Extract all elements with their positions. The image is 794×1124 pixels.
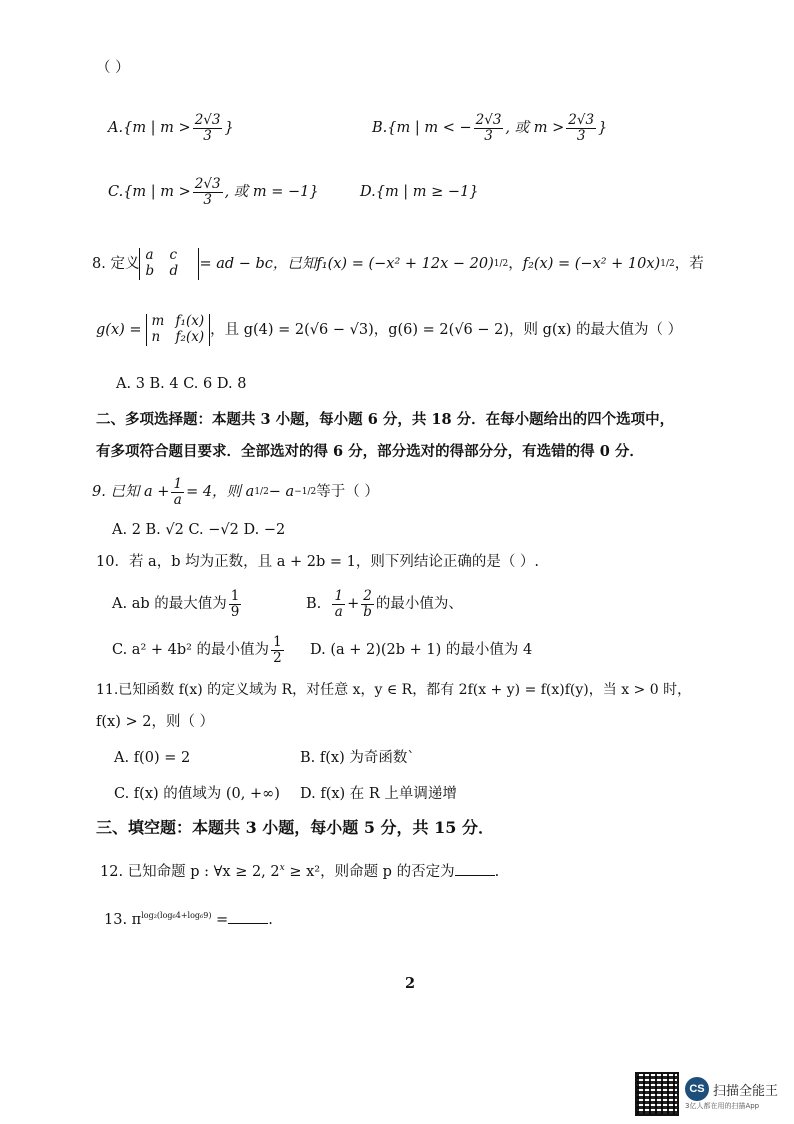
q7-option-c: C. {m | m > $\frac{2√3}{3}$ , 或 m = −1} [108,176,319,208]
q10-option-c: C. a² + 4b² 的最小值为 $\frac{1}{2}$ [112,634,282,666]
determinant-g: m f₁(x) n f₂(x) [146,314,211,345]
app-name: 扫描全能王 [712,1083,778,1099]
q9-stem: 9. 已知 a + $\frac{1}{a}$ = 4，则 a 1/2 − a −1/2 等于（ ） [92,476,379,508]
q10-option-a: A. ab 的最大值为 $\frac{1}{9}$ [112,588,240,620]
page-number: 2 [405,975,416,992]
qr-code-icon [635,1072,679,1116]
q8-g-function: g(x) = m f₁(x) n f₂(x) ，且 g(4) = 2(√6 − √3)，g(6) = 2(√6 − 2)，则 g(x) 的最大值为（ ） [96,313,683,345]
section2-line2: 有多项符合题目要求．全部选对的得 6 分，部分选对的得部分分，有选错的得 0 分． [96,443,644,460]
section3-heading: 三、填空题：本题共 3 小题，每小题 5 分，共 15 分． [96,818,494,837]
q11-option-c: C. f(x) 的值域为 (0, +∞) [114,786,280,802]
q8-definition: 8. 定义 a c b d = ad − bc，已知 f₁(x) = (−x² + 12x − 20) 1/2 ， f₂(x) = (−x² + 10x) 1/2 ，若 [92,247,704,279]
q7-bracket: （ ） [96,60,130,76]
q12-stem: 12. 已知命题 p : ∀x ≥ 2, $2^x \ge x^2$，则命题 p 的否定为 . [100,863,500,880]
q8-options: A. 3 B. 4 C. 6 D. 8 [116,376,247,392]
camscanner-logo-icon: CS [685,1077,709,1101]
q11-option-b: B. f(x) 为奇函数` [300,750,415,766]
q7-option-a: A. {m | m > $\frac{2√3}{3}$ } [108,112,234,144]
q13-stem: 13. $\pi^{log_2(log_64+log_69)}$ = . [104,911,273,928]
q7-option-d: D.{m | m ≥ −1} [360,184,479,200]
q11-stem-2: f(x) > 2，则（ ） [96,714,215,730]
q10-stem: 10．若 a，b 均为正数，且 a + 2b = 1，则下列结论正确的是（ ）. [96,554,540,570]
answer-blank[interactable] [228,911,268,924]
q9-options: A. 2 B. √2 C. −√2 D. −2 [112,522,286,538]
q7-option-b: B. {m | m < − $\frac{2√3}{3}$ , 或 m > $\frac{2√3}{3}$ } [372,112,608,144]
determinant-definition: a c b d [139,248,199,279]
q10-option-b: B. $\frac{1}{a}$ + $\frac{2}{b}$ 的最小值为、 [306,588,463,620]
q11-option-a: A. f(0) = 2 [114,750,191,766]
answer-blank[interactable] [455,863,495,876]
q11-option-d: D. f(x) 在 R 上单调递增 [300,786,457,802]
q10-option-d: D. (a + 2)(2b + 1) 的最小值为 4 [310,642,533,658]
scanner-watermark [635,1072,778,1116]
q11-stem-1: 11.已知函数 f(x) 的定义域为 R，对任意 x，y ∈ R，都有 2f(x + y) = f(x)f(y)，当 x > 0 时， [96,682,692,698]
app-subtitle: 3亿人都在用的扫描App [684,1102,760,1110]
section2-line1: 二、多项选择题：本题共 3 小题，每小题 6 分，共 18 分．在每小题给出的四个选项中， [96,411,675,428]
